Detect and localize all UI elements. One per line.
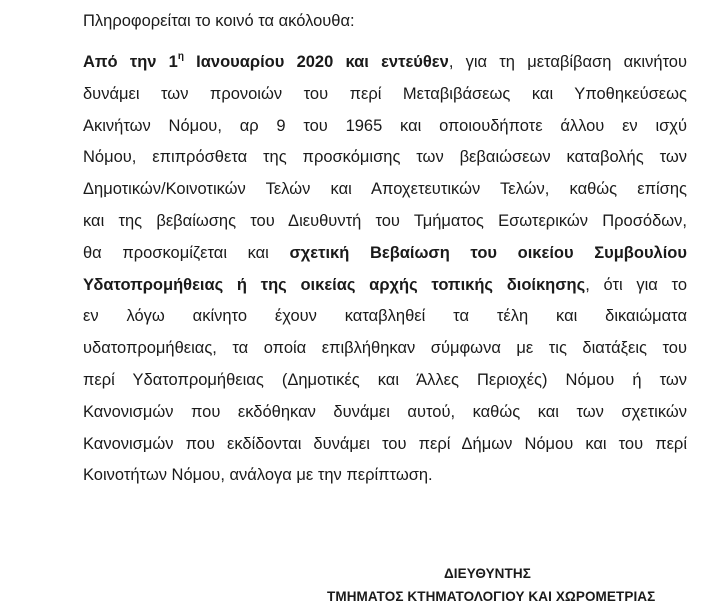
paragraph-line: [83, 174, 687, 206]
paragraph-line: [83, 270, 687, 302]
signature-department: ΤΜΗΜΑΤΟΣ ΚΤΗΜΑΤΟΛΟΓΙΟΥ ΚΑΙ ΧΩΡΟΜΕΤΡΙΑΣ: [327, 589, 656, 604]
paragraph-line: [83, 111, 687, 143]
paragraph-line: [83, 333, 687, 365]
intro-line: Πληροφορείται το κοινό τα ακόλουθα:: [83, 12, 355, 30]
paragraph-line: [83, 397, 687, 429]
body-text: υδατοπρομήθειας, τα οποία επιβλήθηκαν σύμφωνα με τις διατάξεις του: [83, 339, 687, 358]
paragraph-line: [83, 79, 687, 111]
bold-text: σχετική Βεβαίωση του οικείου Συμβουλίου: [289, 243, 687, 262]
bold-text: Από την 1: [83, 53, 178, 71]
paragraph-line: [83, 460, 687, 492]
body-text: Κανονισμών που εκδόθηκαν δυνάμει αυτού, καθώς και των σχετικών: [83, 402, 687, 421]
paragraph-line: [83, 301, 687, 333]
body-text: δυνάμει των προνοιών του περί Μεταβιβάσεως και Υποθηκεύσεως: [83, 84, 687, 103]
body-text: , για τη μεταβίβαση ακινήτου: [448, 53, 687, 71]
body-text: περί Υδατοπρομήθειας (Δημοτικές και Άλλες Περιοχές) Νόμου ή των: [83, 370, 687, 389]
bold-text: Ιανουαρίου 2020 και εντεύθεν: [183, 53, 449, 71]
body-text: θα προσκομίζεται και: [83, 243, 290, 262]
body-text: Δημοτικών/Κοινοτικών Τελών και Αποχετευτικών Τελών, καθώς επίσης: [83, 180, 687, 199]
body-text: Ακινήτων Νόμου, αρ 9 του 1965 και οποιουδήποτε άλλου εν ισχύ: [83, 116, 687, 135]
body-text: , ότι για το: [585, 275, 687, 294]
body-text: και της βεβαίωσης του Διευθυντή του Τμήματος Εσωτερικών Προσόδων,: [83, 211, 687, 230]
body-text: Κανονισμών που εκδίδονται δυνάμει του περί Δήμων Νόμου και του περί: [83, 434, 687, 453]
body-text: Κοινοτήτων Νόμου, ανάλογα με την περίπτωση.: [83, 466, 433, 485]
signature-role: ΔΙΕΥΘΥΝΤΗΣ: [444, 566, 531, 581]
bold-text: Υδατοπρομήθειας ή της οικείας αρχής τοπικής διοίκησης: [83, 275, 586, 294]
paragraph-line: [83, 142, 687, 174]
paragraph-line: [83, 429, 687, 461]
paragraph-line: [83, 238, 687, 270]
paragraph-line: [83, 365, 687, 397]
body-text: Νόμου, επιπρόσθετα της προσκόμισης των βεβαιώσεων καταβολής των: [83, 148, 687, 167]
bold-text: η: [177, 50, 184, 62]
paragraph-line: [83, 47, 687, 79]
body-paragraph: [83, 47, 687, 492]
body-text: εν λόγω ακίνητο έχουν καταβληθεί τα τέλη και δικαιώματα: [83, 307, 687, 326]
paragraph-line: [83, 206, 687, 238]
